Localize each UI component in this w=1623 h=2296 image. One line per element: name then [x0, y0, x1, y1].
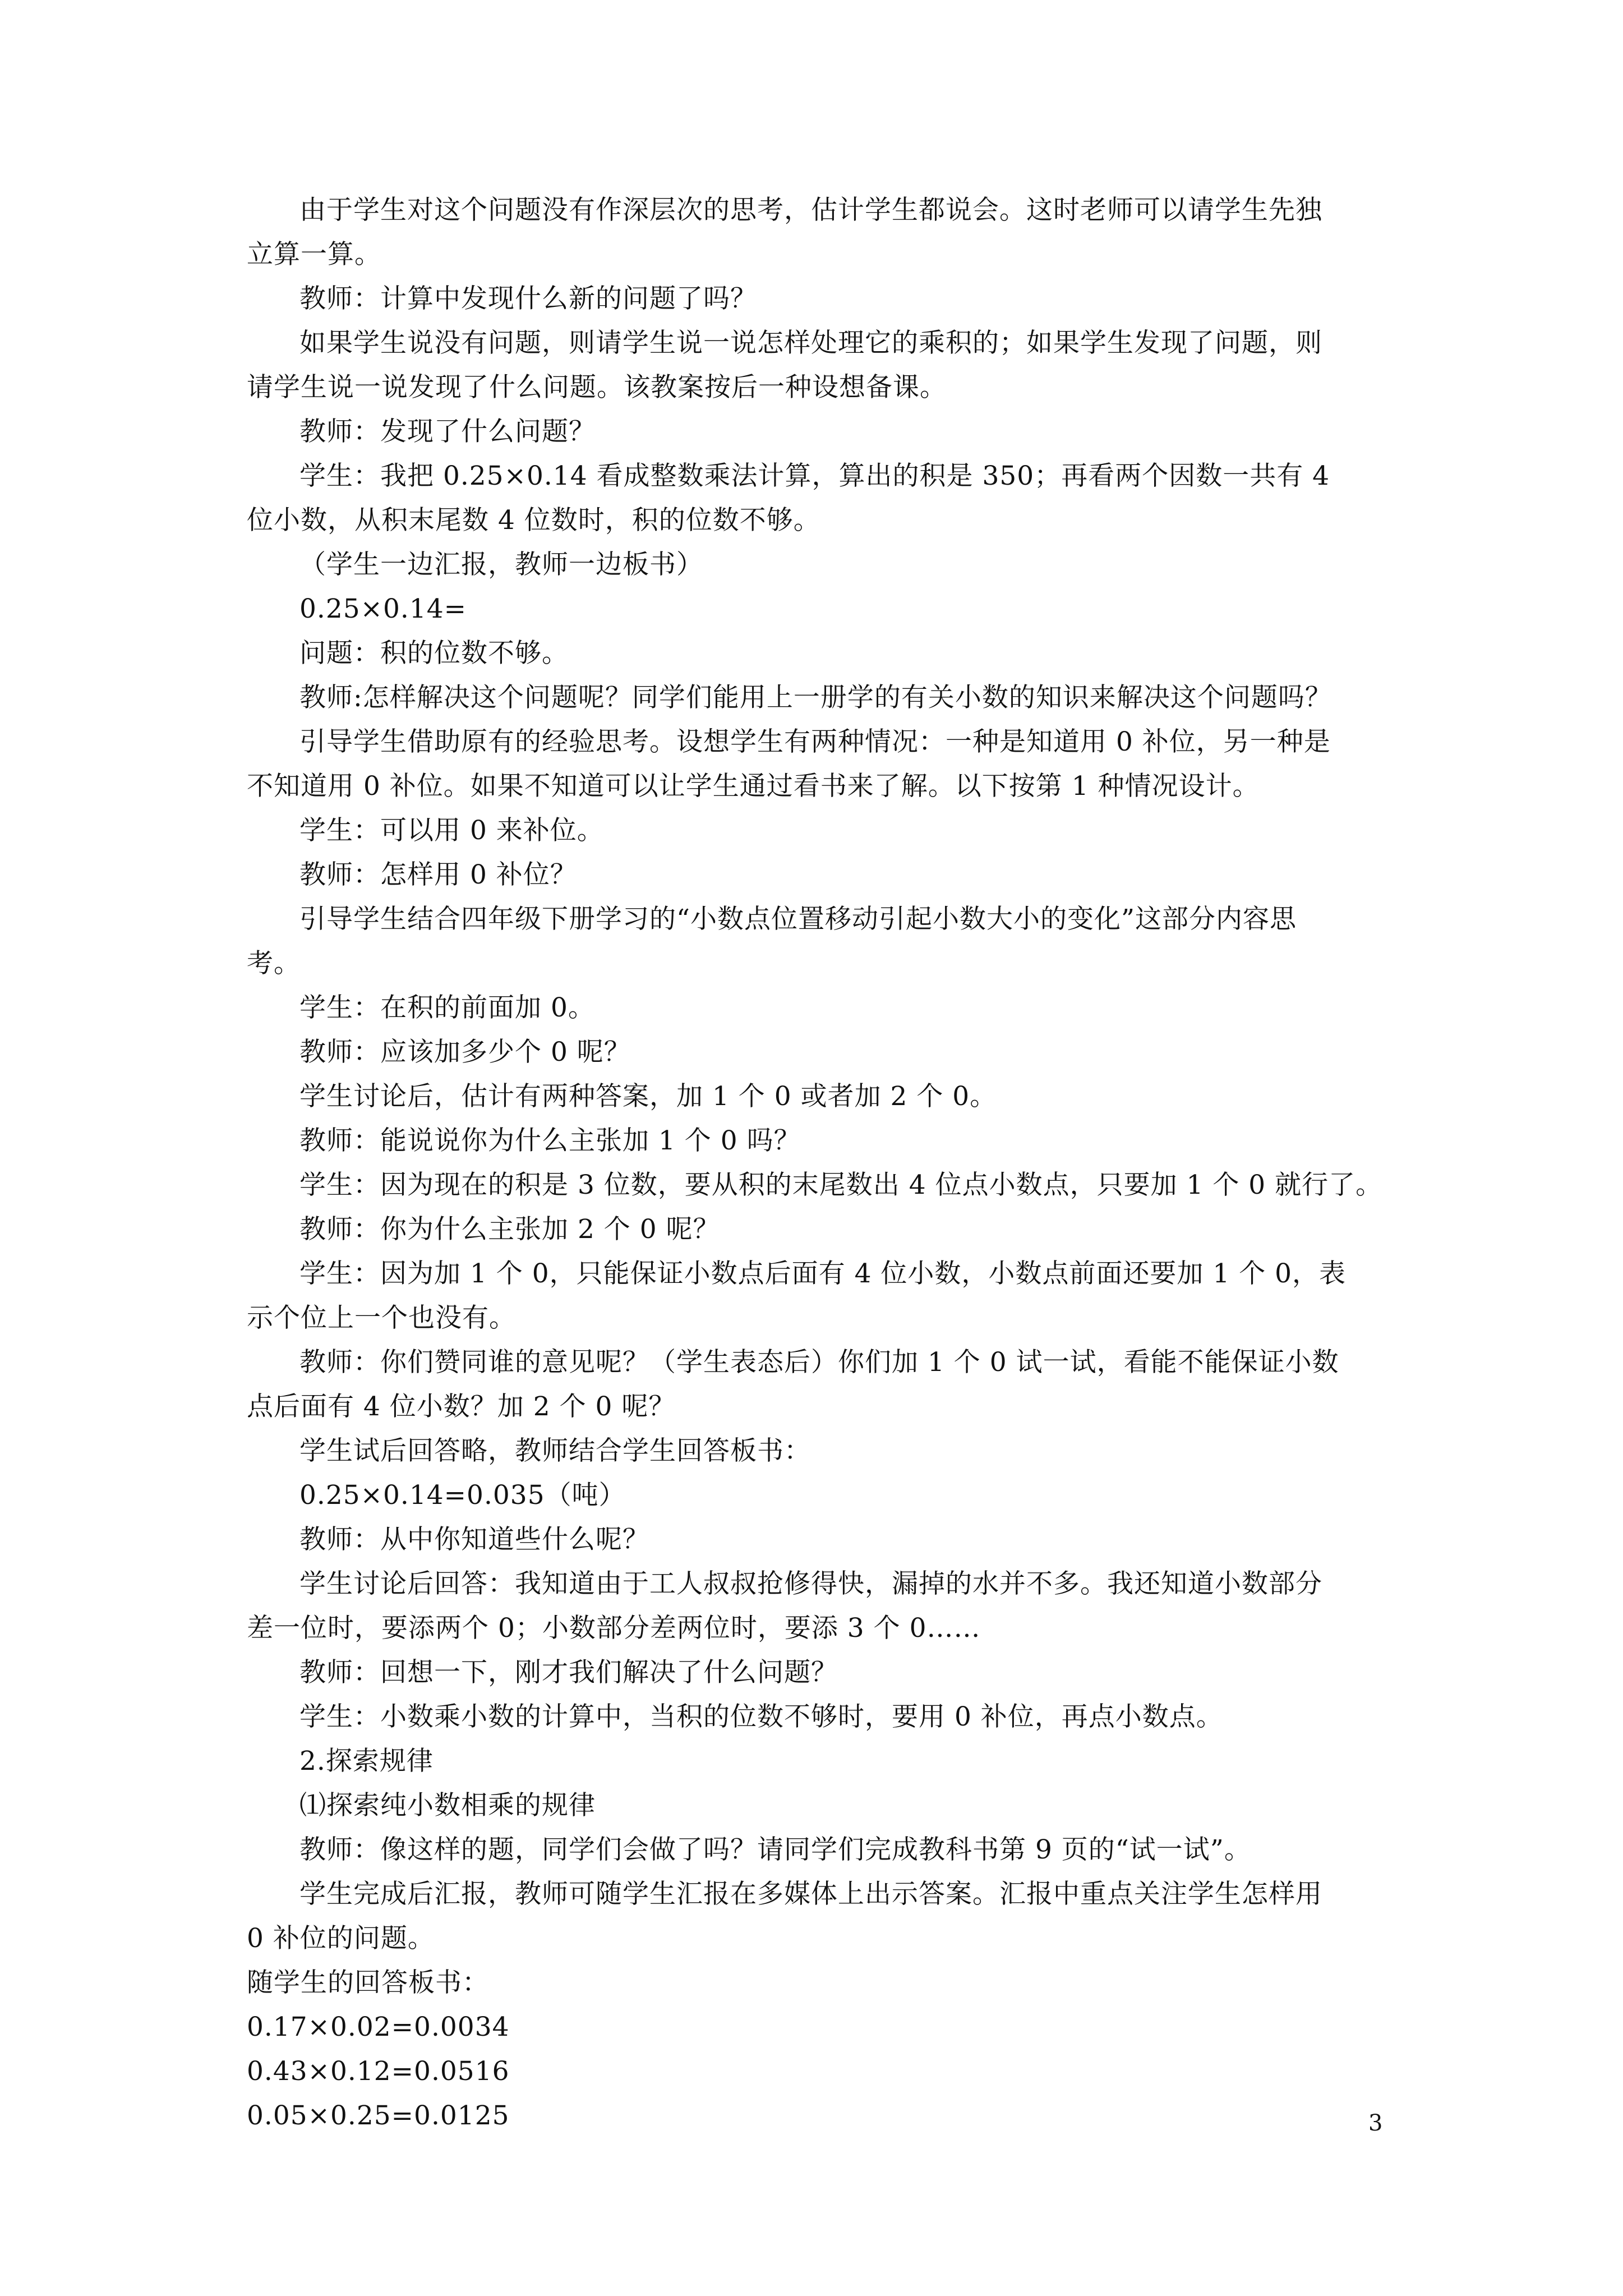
text-line: 位小数，从积末尾数 4 位数时，积的位数不够。	[247, 505, 820, 536]
text-line: 教师：怎样用 0 补位？	[299, 859, 577, 890]
text-line: 学生讨论后，估计有两种答案，加 1 个 0 或者加 2 个 0。	[299, 1081, 997, 1112]
text-line: 教师：回想一下，刚才我们解决了什么问题？	[299, 1657, 838, 1688]
text-line: 学生：小数乘小数的计算中，当积的位数不够时，要用 0 补位，再点小数点。	[299, 1701, 1223, 1732]
text-line: 不知道用 0 补位。如果不知道可以让学生通过看书来了解。以下按第 1 种情况设计。	[247, 771, 1260, 802]
text-line: 2.探索规律	[299, 1746, 434, 1777]
text-line: 考。	[247, 948, 301, 979]
text-line: 学生：因为现在的积是 3 位数，要从积的末尾数出 4 位点小数点，只要加 1 个 0 就行了。	[299, 1170, 1383, 1200]
text-line: 0 补位的问题。	[247, 1923, 435, 1954]
text-line: 教师：从中你知道些什么呢？	[299, 1524, 649, 1555]
text-line: 教师：像这样的题，同学们会做了吗？请同学们完成教科书第 9 页的“试一试”。	[299, 1834, 1251, 1865]
text-line: 差一位时，要添两个 0；小数部分差两位时，要添 3 个 0……	[247, 1613, 981, 1644]
text-line: （学生一边汇报，教师一边板书）	[299, 549, 703, 580]
text-line: 请学生说一说发现了什么问题。该教案按后一种设想备课。	[247, 372, 947, 403]
text-line: 学生讨论后回答：我知道由于工人叔叔抢修得快，漏掉的水并不多。我还知道小数部分	[299, 1568, 1322, 1599]
text-line: 由于学生对这个问题没有作深层次的思考，估计学生都说会。这时老师可以请学生先独	[299, 195, 1322, 226]
text-line: 学生试后回答略，教师结合学生回答板书：	[299, 1435, 811, 1466]
text-line: 引导学生结合四年级下册学习的“小数点位置移动引起小数大小的变化”这部分内容思	[299, 904, 1297, 935]
text-line: 立算一算。	[247, 239, 381, 270]
text-line: 教师：应该加多少个 0 呢？	[299, 1037, 631, 1068]
text-line: 0.25×0.14=	[299, 593, 467, 624]
text-line: 问题：积的位数不够。	[299, 638, 569, 669]
document-body	[247, 188, 1408, 2138]
text-line: 教师：计算中发现什么新的问题了吗？	[299, 283, 757, 314]
text-line: 教师:怎样解决这个问题呢？同学们能用上一册学的有关小数的知识来解决这个问题吗？	[299, 682, 1332, 713]
text-line: 0.05×0.25=0.0125	[247, 2100, 510, 2131]
text-line: 教师：能说说你为什么主张加 1 个 0 吗？	[299, 1125, 801, 1156]
text-line: ⑴探索纯小数相乘的规律	[299, 1790, 596, 1821]
text-line: 教师：发现了什么问题？	[299, 416, 596, 447]
text-line: 教师：你们赞同谁的意见呢？（学生表态后）你们加 1 个 0 试一试，看能不能保证小数	[299, 1347, 1339, 1378]
text-line: 学生：在积的前面加 0。	[299, 992, 595, 1023]
text-line: 点后面有 4 位小数？加 2 个 0 呢？	[247, 1391, 676, 1422]
text-line: 0.43×0.12=0.0516	[247, 2056, 510, 2087]
text-line: 随学生的回答板书：	[247, 1967, 489, 1998]
text-line: 学生完成后汇报，教师可随学生汇报在多媒体上出示答案。汇报中重点关注学生怎样用	[299, 1879, 1322, 1910]
text-line: 教师：你为什么主张加 2 个 0 呢？	[299, 1214, 720, 1245]
text-line: 如果学生说没有问题，则请学生说一说怎样处理它的乘积的；如果学生发现了问题，则	[299, 328, 1322, 358]
text-line: 示个位上一个也没有。	[247, 1303, 516, 1333]
text-line: 0.17×0.02=0.0034	[247, 2012, 510, 2042]
page-number: 3	[1368, 2110, 1383, 2136]
text-line: 学生：因为加 1 个 0，只能保证小数点后面有 4 位小数，小数点前面还要加 1 个 0，表	[299, 1258, 1347, 1289]
text-line: 学生：可以用 0 来补位。	[299, 815, 604, 846]
text-line: 0.25×0.14=0.035（吨）	[299, 1480, 626, 1511]
text-line: 学生：我把 0.25×0.14 看成整数乘法计算，算出的积是 350；再看两个因数一共有 4	[299, 461, 1330, 491]
text-line: 引导学生借助原有的经验思考。设想学生有两种情况：一种是知道用 0 补位，另一种是	[299, 726, 1331, 757]
